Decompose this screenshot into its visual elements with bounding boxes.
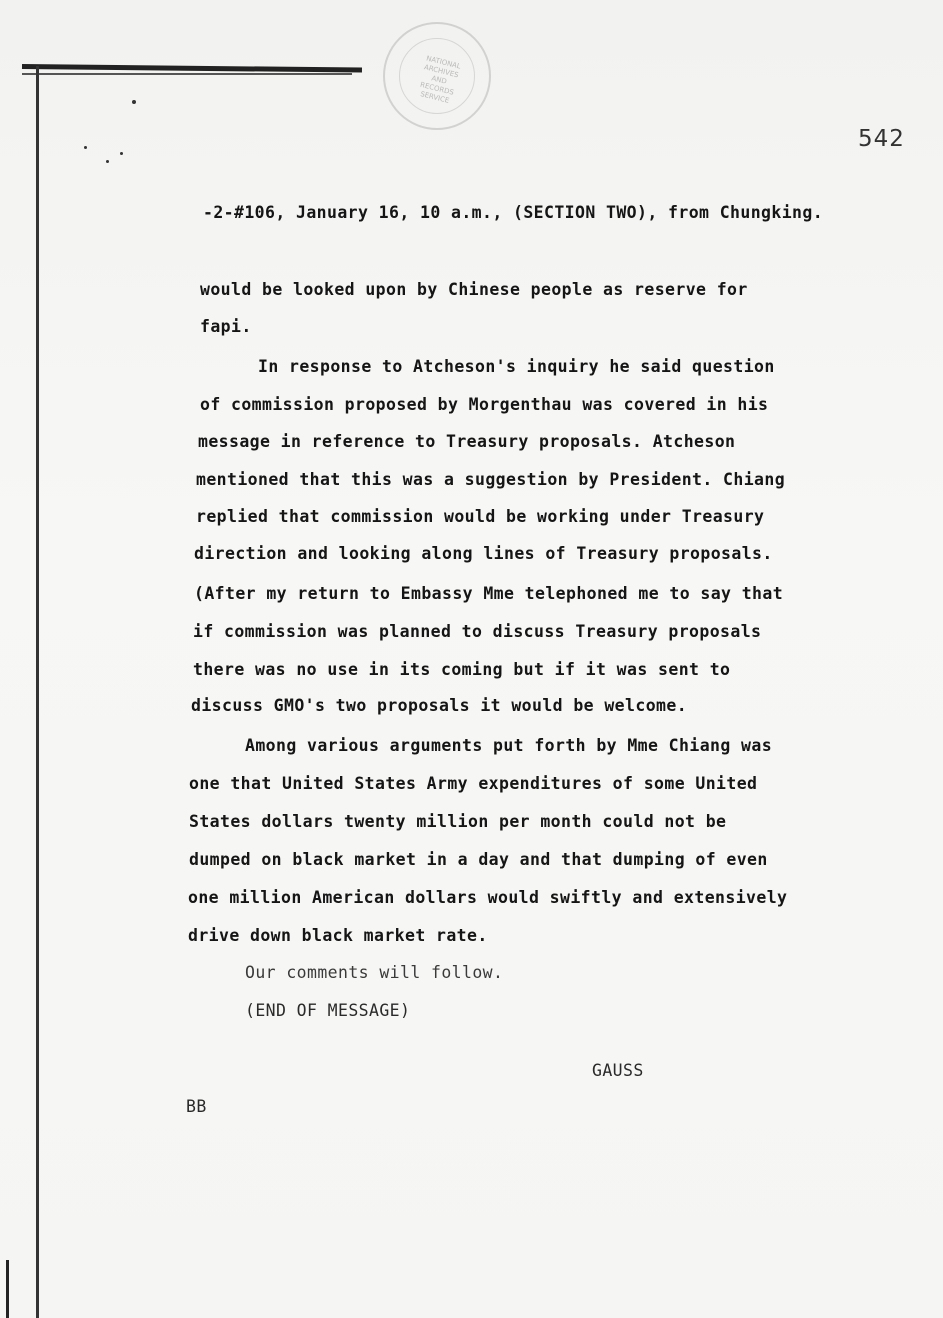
page-number: 542	[858, 126, 905, 152]
ink-speck	[120, 152, 123, 155]
ink-speck	[106, 160, 109, 163]
paragraph-line: there was no use in its coming but if it was sent to	[193, 660, 731, 679]
paragraph-line: if commission was planned to discuss Treasury proposals	[193, 622, 762, 641]
ink-speck	[132, 100, 136, 104]
paragraph-line: In response to Atcheson's inquiry he said question	[258, 357, 775, 376]
document-header: -2-#106, January 16, 10 a.m., (SECTION TWO), from Chungking.	[203, 203, 824, 222]
paragraph-line: mentioned that this was a suggestion by President. Chiang	[196, 470, 786, 489]
left-margin-rule	[36, 66, 39, 1318]
signature: GAUSS	[592, 1061, 644, 1080]
top-rule	[22, 64, 362, 73]
archive-stamp	[383, 22, 491, 130]
typist-initials: BB	[186, 1097, 207, 1116]
paragraph-line: one that United States Army expenditures of some United	[189, 774, 758, 793]
archive-stamp-text: NATIONAL ARCHIVES AND RECORDS SERVICE	[419, 54, 462, 105]
paragraph-line: Among various arguments put forth by Mme Chiang was	[245, 736, 773, 755]
paragraph-line: would be looked upon by Chinese people as reserve for	[200, 280, 748, 299]
paragraph-line: (After my return to Embassy Mme telephoned me to say that	[194, 584, 784, 603]
paragraph-line: discuss GMO's two proposals it would be welcome.	[191, 696, 688, 715]
paragraph-line: direction and looking along lines of Treasury proposals.	[194, 544, 773, 563]
paragraph-line: fapi.	[200, 317, 252, 336]
paragraph-line: replied that commission would be working under Treasury	[196, 507, 765, 526]
margin-mark	[6, 1260, 9, 1318]
top-rule-secondary	[22, 73, 352, 75]
paragraph-line: States dollars twenty million per month could not be	[189, 812, 727, 831]
paragraph-line: drive down black market rate.	[188, 926, 488, 945]
end-of-message: (END OF MESSAGE)	[245, 1001, 411, 1020]
closing-line: Our comments will follow.	[245, 963, 504, 982]
paragraph-line: message in reference to Treasury proposals. Atcheson	[198, 432, 736, 451]
paragraph-line: dumped on black market in a day and that dumping of even	[189, 850, 768, 869]
paragraph-line: of commission proposed by Morgenthau was covered in his	[200, 395, 769, 414]
ink-speck	[84, 146, 87, 149]
paragraph-line: one million American dollars would swiftly and extensively	[188, 888, 788, 907]
